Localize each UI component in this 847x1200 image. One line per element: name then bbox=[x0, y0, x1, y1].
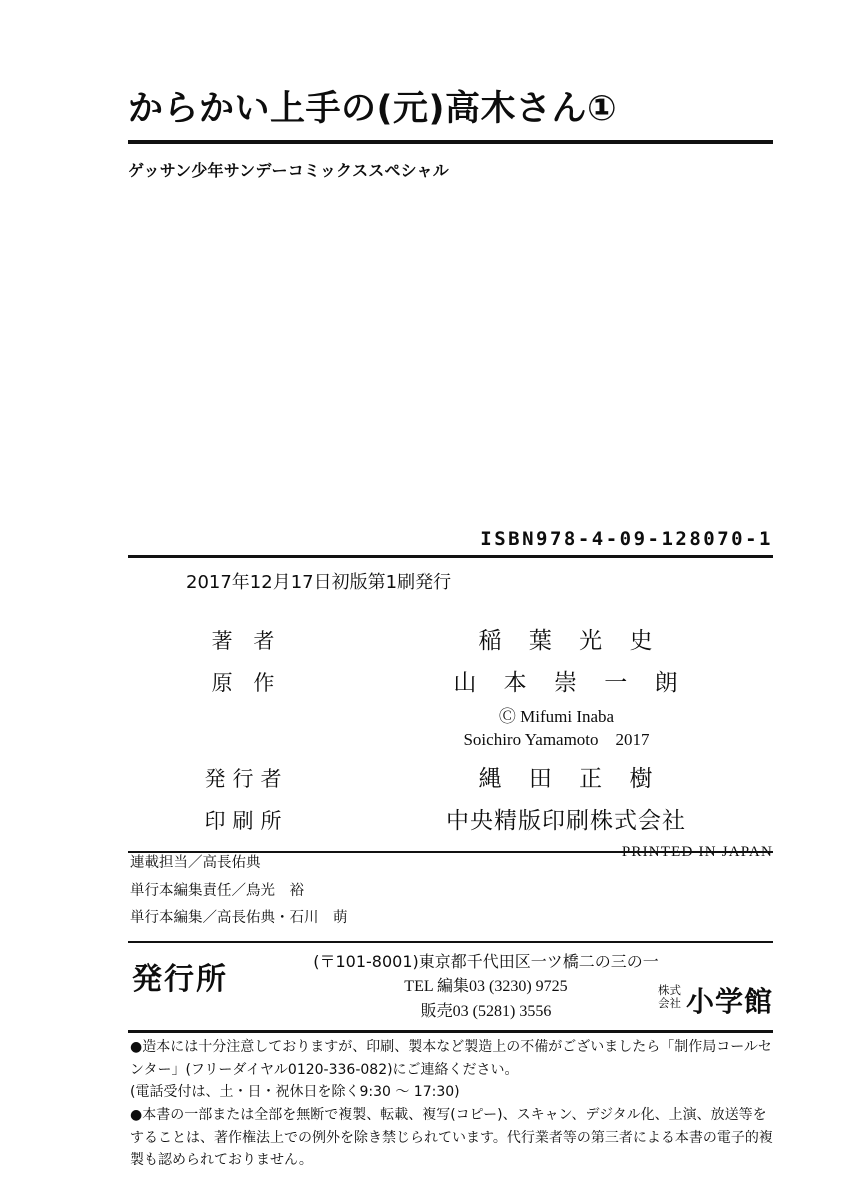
isbn-code: ISBN978-4-09-128070-1 bbox=[480, 528, 773, 550]
staff-line-3: 単行本編集／高長佑典・石川 萌 bbox=[130, 910, 348, 926]
divider-above-staff bbox=[128, 851, 773, 853]
credit-value: 縄 田 正 樹 bbox=[478, 765, 663, 792]
credit-row bbox=[128, 622, 773, 655]
company-type-prefix bbox=[658, 984, 681, 1010]
credit-label: 原 作 bbox=[211, 671, 282, 695]
copyright-line-1: Ⓒ Mifumi Inaba bbox=[498, 707, 615, 726]
divider-above-notes bbox=[128, 1030, 773, 1033]
staff-credits bbox=[130, 856, 348, 939]
printed-in-japan: PRINTED IN JAPAN bbox=[621, 843, 773, 860]
credit-row bbox=[128, 664, 773, 697]
copyright-notice bbox=[128, 706, 773, 752]
company-type-line-2: 会社 bbox=[658, 995, 681, 1010]
isbn-divider bbox=[128, 555, 773, 558]
credit-label: 印刷所 bbox=[204, 808, 289, 833]
page-title: からかい上手の(元)高木さん① bbox=[128, 89, 618, 129]
credit-label: 著 者 bbox=[211, 629, 282, 653]
credit-row bbox=[128, 760, 773, 793]
publisher-tel-sales: 販売03 (5281) 3556 bbox=[420, 1002, 552, 1020]
credit-value: 稲 葉 光 史 bbox=[478, 628, 663, 654]
note-line-2: (電話受付は、土・日・祝休日を除く9:30 ～ 17:30) bbox=[130, 1084, 460, 1101]
copyright-line-2: Soichiro Yamamoto 2017 bbox=[463, 729, 650, 749]
staff-line-1: 連載担当／高長佑典 bbox=[130, 855, 261, 871]
company-type-line-1: 株式 bbox=[658, 983, 681, 997]
credit-value: 中央精版印刷株式会社 bbox=[446, 807, 686, 834]
note-line-1: ●造本には十分注意しておりますが、印刷、製本など製造上の不備がございましたら「制作局コールセンター」(フリーダイヤル0120-336-082)にご連絡ください。 bbox=[130, 1039, 772, 1078]
series-label: ゲッサン少年サンデーコミックススペシャル bbox=[128, 161, 449, 180]
credits-table bbox=[128, 622, 773, 861]
legal-notes bbox=[130, 1036, 775, 1172]
publisher-address-block bbox=[276, 950, 696, 1024]
publisher-label: 発行所 bbox=[132, 962, 228, 997]
title-block bbox=[128, 88, 773, 181]
credit-value: 山 本 崇 一 朗 bbox=[453, 670, 688, 696]
isbn-block bbox=[128, 528, 773, 558]
publisher-block bbox=[128, 946, 773, 1028]
staff-line-2: 単行本編集責任／鳥光 裕 bbox=[130, 882, 304, 899]
publisher-address: (〒101-8001)東京都千代田区一ツ橋二の三の一 bbox=[313, 952, 659, 971]
title-divider bbox=[128, 140, 773, 144]
publication-date: 2017年12月17日初版第1刷発行 bbox=[186, 572, 452, 593]
publisher-name: 小学館 bbox=[685, 985, 773, 1018]
divider-above-publisher bbox=[128, 941, 773, 943]
credit-row bbox=[128, 802, 773, 835]
note-line-3: ●本書の一部または全部を無断で複製、転載、複写(コピー)、スキャン、デジタル化、上演、放送等をすることは、著作権法上での例外を除き禁じられています。代行業者等の第三者による本書の電子的複製も認められておりません。 bbox=[130, 1107, 773, 1169]
publisher-tel-editorial: TEL 編集03 (3230) 9725 bbox=[404, 977, 568, 995]
credit-label: 発行者 bbox=[204, 766, 289, 791]
